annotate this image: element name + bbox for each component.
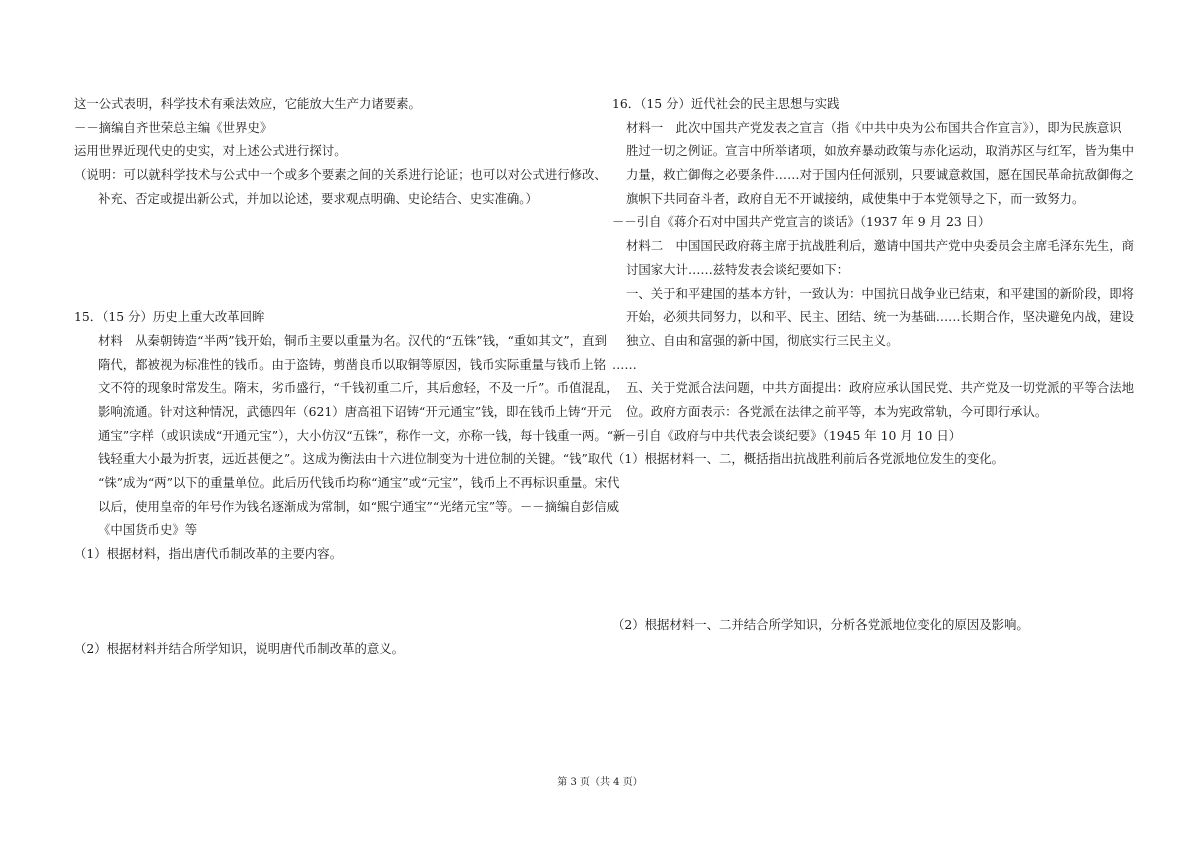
material-line: 隋代，都被视为标准性的钱币。由于盗铸，剪凿良币以取铜等原因，钱币实际重量与钱币上铭	[98, 356, 607, 372]
material-line: 以后，使用皇帝的年号作为钱名逐渐成为常制，如“熙宁通宝”“光绪元宝”等。－－摘编自彭信威	[98, 498, 619, 514]
question-16-title: 16．（15 分）近代社会的民主思想与实践	[612, 96, 840, 111]
material-line: “铢”成为“两”以下的重量单位。此后历代钱币均称“通宝”或“元宝”，钱币上不再标识重量。宋代	[98, 475, 620, 490]
question-15-2: （2）根据材料并结合所学知识，说明唐代币制改革的意义。	[74, 640, 405, 656]
left-column	[74, 92, 626, 661]
source-citation: －－引自《政府与中共代表会谈纪要》（1945 年 10 月 10 日）	[612, 427, 962, 443]
material-line: 位。政府方面表示：各党派在法律之前平等，本为宪政常轨，今可即行承认。	[626, 403, 1048, 419]
text-line: 这一公式表明，科学技术有乘法效应，它能放大生产力诸要素。	[74, 96, 421, 111]
source-citation: －－摘编自齐世荣总主编《世界史》	[74, 119, 273, 135]
material-line: 材料二 中国国民政府蒋主席于抗战胜利后，邀请中国共产党中央委员会主席毛泽东先生，商	[626, 238, 1135, 254]
note-line: 补充、否定或提出新公式，并加以论述，要求观点明确、史论结合、史实准确。）	[98, 190, 538, 206]
material-line: 力量，救亡御侮之必要条件……对于国内任何派别，只要诚意救国，愿在国民革命抗敌御侮之	[626, 167, 1135, 183]
material-line: 开始，必须共同努力，以和平、民主、团结、统一为基础……长期合作，坚决避免内战，建设	[626, 309, 1135, 325]
material-line: 材料 从秦朝铸造“半两”钱开始，铜币主要以重量为名。汉代的“五铢”钱，“重如其文”，直到	[98, 332, 607, 348]
material-line: 五、关于党派合法问题，中共方面提出：政府应承认国民党、共产党及一切党派的平等合法地	[626, 380, 1135, 396]
material-line: 讨国家大计……兹特发表会谈纪要如下：	[626, 261, 850, 277]
material-line: 文不符的现象时常发生。隋末，劣币盛行，“千钱初重二斤，其后愈轻，不及一斤”。币值混乱，	[98, 380, 619, 396]
question-16-1: （1）根据材料一、二，概括指出抗战胜利前后各党派地位发生的变化。	[612, 451, 1004, 467]
text-line: 运用世界近现代史的史实，对上述公式进行探讨。	[74, 143, 347, 159]
question-15-1: （1）根据材料，指出唐代币制改革的主要内容。	[74, 546, 343, 562]
ellipsis: ……	[612, 356, 637, 372]
material-line: 一、关于和平建国的基本方针，一致认为：中国抗日战争业已结束，和平建国的新阶段，即将	[626, 285, 1135, 301]
material-line: 影响流通。针对这种情况，武德四年（621）唐高祖下诏铸“开元通宝”钱，即在钱币上铸“开元	[98, 403, 612, 419]
material-line: 《中国货币史》等	[98, 522, 198, 538]
material-line: 独立、自由和富强的新中国，彻底实行三民主义。	[626, 332, 899, 348]
material-line: 旗帜下共同奋斗者，政府自无不开诚接纳，咸使集中于本党领导之下，而一致努力。	[626, 190, 1085, 206]
note-line: （说明：可以就科学技术与公式中一个或多个要素之间的关系进行论证；也可以对公式进行修改、	[74, 167, 607, 183]
question-15-title: 15．（15 分）历史上重大改革回眸	[74, 309, 265, 325]
right-column	[612, 92, 1135, 637]
material-line: 胜过一切之例证。宣言中所举诸项，如放弃暴动政策与赤化运动，取消苏区与红军，皆为集中	[626, 143, 1135, 159]
question-16-2: （2）根据材料一、二并结合所学知识，分析各党派地位变化的原因及影响。	[612, 617, 1029, 633]
material-line: 钱轻重大小最为折衷，远近甚便之”。这成为衡法由十六进位制变为十进位制的关键。“钱”取代	[98, 451, 613, 467]
material-line: 通宝”字样（或识读成“开通元宝”），大小仿汉“五铢”，称作一文，亦称一钱，每十钱重一两。“新	[98, 427, 626, 443]
source-citation: －－引自《蒋介石对中国共产党宣言的谈话》（1937 年 9 月 23 日）	[612, 214, 991, 230]
page-number: 第 3 页（共 4 页）	[557, 777, 643, 788]
material-line: 材料一 此次中国共产党发表之宣言（指《中共中央为公布国共合作宣言》），即为民族意识	[626, 119, 1122, 135]
